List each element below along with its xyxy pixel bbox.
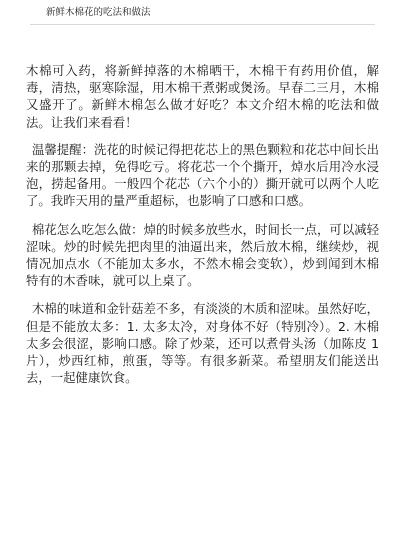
paragraph-intro: 木棉可入药，将新鲜掉落的木棉晒干，木棉干有药用价值，解毒，清热，驱寒除湿，用木棉干煮粥或煲汤。早春二三月，木棉又盛开了。新鲜木棉怎么做才好吃？本文介绍木棉的吃法和做法。让我们来看看！ [26, 63, 379, 130]
paragraph-cooking: 棉花怎么吃怎么做：焯的时候多放些水，时间长一点，可以减轻涩味。炒的时候先把肉里的油逼出来，然后放木棉，继续炒，视情况加点水（不能加太多水，不然木棉会变软），炒到闻到木棉特有的木香味，就可以上桌了。 [26, 221, 379, 289]
header-divider [30, 24, 375, 25]
page-title: 新鲜木棉花的吃法和做法 [46, 7, 151, 18]
article-body [26, 62, 379, 386]
paragraph-tip: 温馨提醒：洗花的时候记得把花芯上的黑色颗粒和花芯中间长出来的那颗去掉，免得吃亏。将花芯一个个撕开，焯水后用冷水浸泡，捞起备用。一般四个花芯（六个小的）撕开就可以两个人吃了。我昨天用的量严重超标，也影响了口感和口感。 [26, 141, 379, 209]
paragraph-taste: 木棉的味道和金针菇差不多，有淡淡的木质和涩味。虽然好吃，但是不能放太多：1. 太多太冷，对身体不好（特别冷）。2. 木棉太多会很涩，影响口感。除了炒菜，还可以煮骨头汤（加陈皮 1 片），炒西红柿，煎蛋，等等。有很多新菜。希望朋友们能送出去，一起健康饮食。 [26, 301, 379, 386]
